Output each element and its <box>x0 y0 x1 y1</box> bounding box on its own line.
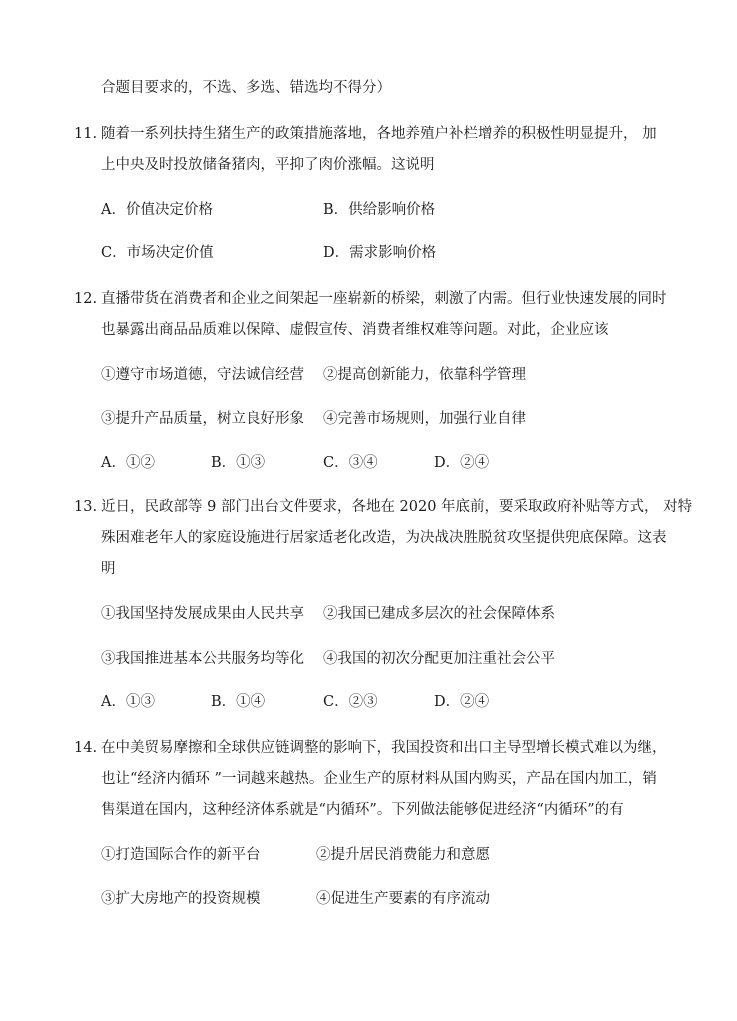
question-14-statement-2: ②提升居民消费能力和意愿 <box>316 847 490 863</box>
question-12-statement-1: ①遵守市场道德，守法诚信经营 <box>101 367 304 383</box>
question-13-statement-3: ③我国推进基本公共服务均等化 <box>101 651 304 667</box>
question-13-choice-b: B．①④ <box>211 694 266 710</box>
question-13-choice-c: C．②③ <box>323 694 378 710</box>
question-11-choice-b: B．供给影响价格 <box>323 202 436 218</box>
question-12-statement-4: ④完善市场规则，加强行业自律 <box>323 411 526 427</box>
question-13-stem-line-3: 明 <box>101 561 116 577</box>
question-13-stem-line-1: 近日，民政部等 9 部门出台文件要求，各地在 2020 年底前，要采取政府补贴等方式， 对特 <box>101 499 693 515</box>
question-12-choice-a: A．①② <box>101 455 155 471</box>
question-12-statement-2: ②提高创新能力，依靠科学管理 <box>323 367 526 383</box>
question-13-choice-a: A．①③ <box>101 694 155 710</box>
question-11-choice-d: D．需求影响价格 <box>323 245 437 261</box>
question-12-statement-3: ③提升产品质量，树立良好形象 <box>101 411 304 427</box>
question-12-choice-c: C．③④ <box>323 455 378 471</box>
question-14-stem-line-2: 也让“经济内循环 ”一词越来越热。企业生产的原材料从国内购买，产品在国内加工，销 <box>101 771 657 787</box>
question-14-stem-line-3: 售渠道在国内，这种经济体系就是“内循环”。下列做法能够促进经济“内循环”的有 <box>101 802 624 818</box>
question-13-stem-line-2: 殊困难老年人的家庭设施进行居家适老化改造，为决战决胜脱贫攻坚提供兜底保障。这表 <box>101 530 667 546</box>
question-13-statement-2: ②我国已建成多层次的社会保障体系 <box>323 606 555 622</box>
question-14-statement-4: ④促进生产要素的有序流动 <box>316 891 490 907</box>
question-12-choice-d: D．②④ <box>434 455 490 471</box>
question-14-statement-3: ③扩大房地产的投资规模 <box>101 891 261 907</box>
question-13-statement-4: ④我国的初次分配更加注重社会公平 <box>323 651 555 667</box>
question-12-stem-line-2: 也暴露出商品品质难以保障、虚假宣传、消费者维权难等问题。对此，企业应该 <box>101 322 609 338</box>
question-11-stem-line-1: 随着一系列扶持生猪生产的政策措施落地，各地养殖户补栏增养的积极性明显提升， 加 <box>101 126 657 142</box>
question-13-statement-1: ①我国坚持发展成果由人民共享 <box>101 606 304 622</box>
question-14-stem-line-1: 在中美贸易摩擦和全球供应链调整的影响下，我国投资和出口主导型增长模式难以为继， <box>101 740 667 756</box>
instruction-continuation: 合题目要求的，不选、多选、错选均不得分） <box>101 80 391 96</box>
question-12-choice-b: B．①③ <box>211 455 266 471</box>
question-13-choice-d: D．②④ <box>434 694 490 710</box>
question-14-statement-1: ①打造国际合作的新平台 <box>101 847 261 863</box>
question-11-choice-a: A．价值决定价格 <box>101 202 213 218</box>
question-11-stem-line-2: 上中央及时投放储备猪肉，平抑了肉价涨幅。这说明 <box>101 157 435 173</box>
question-13-number: 13. <box>74 499 98 515</box>
question-11-choice-c: C．市场决定价值 <box>101 245 214 261</box>
question-11-number: 11. <box>74 126 98 142</box>
question-12-stem-line-1: 直播带货在消费者和企业之间架起一座崭新的桥梁，刺激了内需。但行业快速发展的同时 <box>101 291 667 307</box>
question-12-number: 12. <box>74 291 98 307</box>
question-14-number: 14. <box>74 740 98 756</box>
